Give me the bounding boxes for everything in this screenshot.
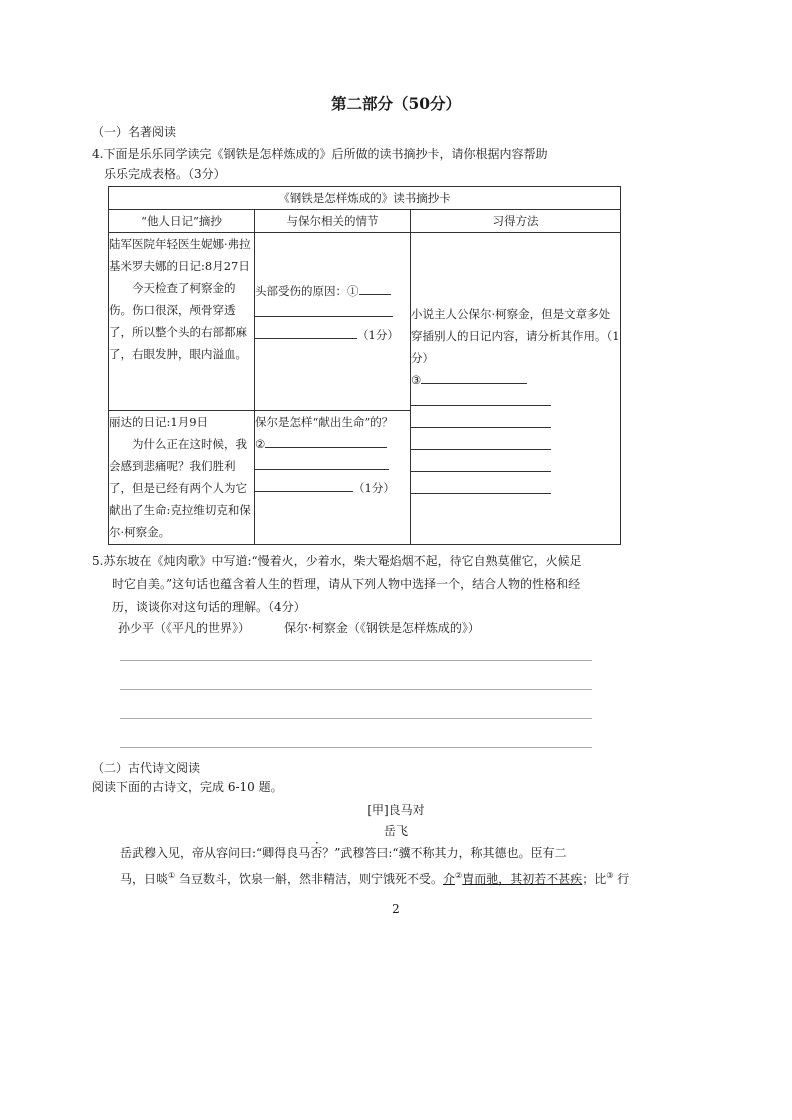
passage-text: 行 bbox=[613, 872, 630, 886]
diary-cell-nina bbox=[109, 233, 255, 411]
table-header-method: 习得方法 bbox=[411, 210, 621, 233]
footnote-mark: ① bbox=[168, 871, 176, 880]
answer-blank-1[interactable] bbox=[359, 280, 391, 295]
table-header-diary: “他人日记”摘抄 bbox=[109, 210, 255, 233]
answer-blank-3e[interactable] bbox=[411, 457, 551, 472]
answer-line-2[interactable] bbox=[120, 689, 592, 690]
diary-body-rida: 为什么正在这时候，我会感到悲痛呢？我们胜利了，但是已经有两个人为它献出了生命:克拉维切克和保尔·柯察金。 bbox=[109, 437, 251, 539]
option-pavel: 保尔·柯察金（《钢铁是怎样炼成的》） bbox=[284, 621, 480, 635]
diary-heading-rida: 丽达的日记:1月9日 bbox=[109, 415, 209, 429]
passage-text: ？”武穆答曰:“骥不称其力，称其德也。臣有二 bbox=[322, 846, 567, 860]
section-heading-ancient: （二）古代诗文阅读 bbox=[92, 761, 201, 775]
score-label-2: （1分） bbox=[353, 481, 395, 495]
method-cell bbox=[411, 233, 621, 545]
question-5-line3: 历，谈谈你对这句话的理解。（4分） bbox=[112, 600, 306, 614]
passage-author: 岳飞 bbox=[383, 824, 408, 838]
dotted-char: 否 bbox=[310, 846, 323, 860]
answer-blank-3d[interactable] bbox=[411, 435, 551, 450]
answer-blank-1b[interactable] bbox=[255, 302, 393, 317]
footnote-mark: ③ bbox=[606, 871, 614, 880]
answer-blank-1c[interactable] bbox=[255, 324, 357, 339]
diary-body-nina: 今天检查了柯察金的伤。伤口很深，颅骨穿透了，所以整个头的右部都麻了，右眼发肿，眼内溢血。 bbox=[109, 281, 247, 361]
plot-prompt-injury: 头部受伤的原因：① bbox=[255, 284, 359, 298]
passage-line-2 bbox=[120, 868, 629, 887]
plot-mark-2: ② bbox=[255, 437, 266, 451]
footnote-mark: ② bbox=[455, 871, 463, 880]
plot-prompt-sacrifice: 保尔是怎样“献出生命”的？ bbox=[255, 415, 394, 429]
answer-blank-3f[interactable] bbox=[411, 479, 551, 494]
plot-cell-sacrifice bbox=[255, 411, 411, 545]
answer-blank-2[interactable] bbox=[265, 433, 387, 448]
answer-line-1[interactable] bbox=[120, 660, 592, 661]
table-caption: 《钢铁是怎样炼成的》读书摘抄卡 bbox=[109, 187, 621, 210]
answer-blank-2b[interactable] bbox=[255, 455, 389, 470]
table-header-plot: 与保尔相关的情节 bbox=[255, 210, 411, 233]
passage-text: 刍豆数斗，饮泉一斛，然非精洁，则宁饿死不受。 bbox=[175, 872, 444, 886]
ancient-intro: 阅读下面的古诗文，完成 6-10 题。 bbox=[92, 780, 283, 794]
answer-blank-3[interactable] bbox=[421, 369, 527, 384]
question-5-line1: 5.苏东坡在《炖肉歌》中写道:“慢着火，少着水，柴大罨焰烟不起，待它自熟莫催它，火候足 bbox=[92, 554, 582, 568]
diary-cell-rida bbox=[109, 411, 255, 545]
answer-blank-3c[interactable] bbox=[411, 413, 551, 428]
answer-line-4[interactable] bbox=[120, 747, 592, 748]
passage-line-1 bbox=[120, 845, 567, 861]
passage-text: 岳武穆入见，帝从容问曰:“卿得良马 bbox=[120, 846, 311, 860]
page-title: 第二部分（50分） bbox=[330, 94, 462, 113]
page-number: 2 bbox=[392, 902, 400, 916]
method-mark: ③ bbox=[411, 373, 422, 387]
underlined-text: 胄而驰，其初若不甚疾 bbox=[462, 872, 583, 886]
answer-blank-3b[interactable] bbox=[411, 391, 551, 406]
diary-heading-nina: 陆军医院年轻医生妮娜·弗拉基米罗夫娜的日记:8月27日 bbox=[109, 237, 251, 273]
plot-cell-injury bbox=[255, 233, 411, 411]
option-sun-shaoping: 孙少平（《平凡的世界》） bbox=[118, 621, 251, 635]
answer-blank-2c[interactable] bbox=[255, 477, 353, 492]
section-heading-classics: （一）名著阅读 bbox=[92, 125, 177, 139]
passage-text: ；比 bbox=[582, 872, 607, 886]
answer-line-3[interactable] bbox=[120, 718, 592, 719]
passage-title: [甲]良马对 bbox=[367, 803, 425, 817]
reading-notes-table bbox=[108, 186, 621, 545]
question-4-line2: 乐乐完成表格。（3分） bbox=[104, 167, 226, 181]
passage-text: 马，日啖 bbox=[120, 872, 169, 886]
question-5-line2: 时它自美。”这句话也蕴含着人生的哲理，请从下列人物中选择一个，结合人物的性格和经 bbox=[112, 577, 581, 591]
question-4-line1: 4.下面是乐乐同学读完《钢铁是怎样炼成的》后所做的读书摘抄卡，请你根据内容帮助 bbox=[92, 147, 548, 161]
score-label-1: （1分） bbox=[357, 328, 399, 342]
method-question: 小说主人公保尔·柯察金，但是文章多处穿插别人的日记内容，请分析其作用。（1分） bbox=[411, 307, 620, 365]
underlined-text: 介 bbox=[443, 872, 456, 886]
